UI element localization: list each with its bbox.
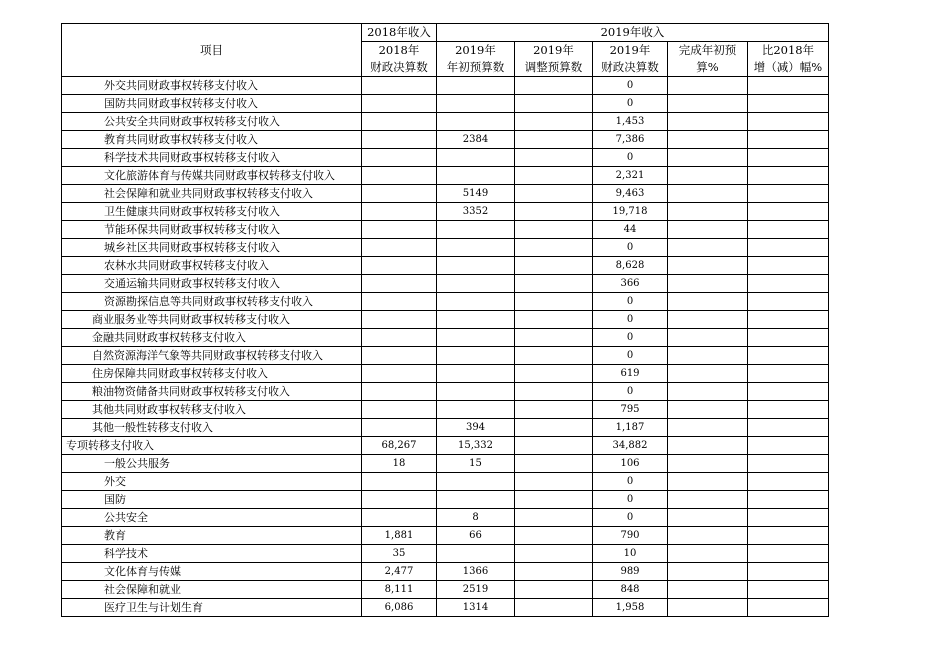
- value-2019-final[interactable]: 0: [593, 239, 668, 257]
- value-2019-final[interactable]: 790: [593, 527, 668, 545]
- value-2019-adjusted[interactable]: [515, 419, 593, 437]
- header-2019-initial: 2019年 年初预算数: [437, 42, 515, 77]
- value-2019-initial[interactable]: [437, 329, 515, 347]
- row-label[interactable]: 粮油物资储备共同财政事权转移支付收入: [62, 383, 362, 401]
- value-2019-adjusted[interactable]: [515, 149, 593, 167]
- header-item: 项目: [62, 24, 362, 77]
- value-change[interactable]: [748, 437, 829, 455]
- value-2019-initial[interactable]: 1366: [437, 563, 515, 581]
- table-row: [62, 113, 829, 131]
- value-2019-initial[interactable]: [437, 365, 515, 383]
- value-change[interactable]: [748, 473, 829, 491]
- value-2019-final[interactable]: 9,463: [593, 185, 668, 203]
- value-change[interactable]: [748, 365, 829, 383]
- value-2019-initial[interactable]: 3352: [437, 203, 515, 221]
- value-2019-initial[interactable]: 394: [437, 419, 515, 437]
- value-completion[interactable]: [668, 185, 748, 203]
- value-2019-final[interactable]: 19,718: [593, 203, 668, 221]
- value-2019-adjusted[interactable]: [515, 113, 593, 131]
- value-2019-adjusted[interactable]: [515, 563, 593, 581]
- value-change[interactable]: [748, 95, 829, 113]
- value-2018-final[interactable]: [362, 473, 437, 491]
- table-row: [62, 77, 829, 95]
- value-2019-initial[interactable]: 15,332: [437, 437, 515, 455]
- value-2019-initial[interactable]: 2519: [437, 581, 515, 599]
- value-2019-initial[interactable]: [437, 275, 515, 293]
- value-change[interactable]: [748, 527, 829, 545]
- value-2018-final[interactable]: [362, 239, 437, 257]
- value-2018-final[interactable]: [362, 509, 437, 527]
- value-2019-adjusted[interactable]: [515, 545, 593, 563]
- value-2019-final[interactable]: 0: [593, 293, 668, 311]
- value-2019-initial[interactable]: 1314: [437, 599, 515, 617]
- table-row: [62, 149, 829, 167]
- value-2019-initial[interactable]: 8: [437, 509, 515, 527]
- value-2019-final[interactable]: 0: [593, 491, 668, 509]
- value-2019-adjusted[interactable]: [515, 293, 593, 311]
- value-2019-final[interactable]: 10: [593, 545, 668, 563]
- value-2018-final[interactable]: [362, 149, 437, 167]
- value-2018-final[interactable]: [362, 293, 437, 311]
- value-completion[interactable]: [668, 167, 748, 185]
- value-2019-adjusted[interactable]: [515, 509, 593, 527]
- table-row: [62, 167, 829, 185]
- row-label[interactable]: 金融共同财政事权转移支付收入: [62, 329, 362, 347]
- value-2018-final[interactable]: [362, 311, 437, 329]
- value-completion[interactable]: [668, 473, 748, 491]
- row-label[interactable]: 国防: [62, 491, 362, 509]
- value-change[interactable]: [748, 599, 829, 617]
- value-2019-adjusted[interactable]: [515, 167, 593, 185]
- value-2019-adjusted[interactable]: [515, 473, 593, 491]
- value-2019-final[interactable]: 366: [593, 275, 668, 293]
- table-row: [62, 203, 829, 221]
- header-2019-final: 2019年 财政决算数: [593, 42, 668, 77]
- value-change[interactable]: [748, 329, 829, 347]
- value-completion[interactable]: [668, 239, 748, 257]
- value-completion[interactable]: [668, 257, 748, 275]
- value-completion[interactable]: [668, 293, 748, 311]
- value-2019-final[interactable]: 34,882: [593, 437, 668, 455]
- row-label[interactable]: 国防共同财政事权转移支付收入: [62, 95, 362, 113]
- table-row: [62, 131, 829, 149]
- table-row: [62, 473, 829, 491]
- row-label[interactable]: 科学技术共同财政事权转移支付收入: [62, 149, 362, 167]
- value-2018-final[interactable]: [362, 275, 437, 293]
- table-row: [62, 365, 829, 383]
- value-change[interactable]: [748, 275, 829, 293]
- value-completion[interactable]: [668, 509, 748, 527]
- table-row: [62, 455, 829, 473]
- value-2019-initial[interactable]: [437, 113, 515, 131]
- value-2018-final[interactable]: [362, 77, 437, 95]
- row-label[interactable]: 农林水共同财政事权转移支付收入: [62, 257, 362, 275]
- row-label[interactable]: 其他一般性转移支付收入: [62, 419, 362, 437]
- table-row: [62, 239, 829, 257]
- value-2019-adjusted[interactable]: [515, 203, 593, 221]
- table-row: [62, 293, 829, 311]
- table-row: [62, 437, 829, 455]
- value-change[interactable]: [748, 581, 829, 599]
- value-2019-adjusted[interactable]: [515, 275, 593, 293]
- table-row: [62, 527, 829, 545]
- value-2019-adjusted[interactable]: [515, 239, 593, 257]
- value-2018-final[interactable]: [362, 167, 437, 185]
- value-2019-final[interactable]: 0: [593, 311, 668, 329]
- value-2019-final[interactable]: 0: [593, 329, 668, 347]
- table-row: [62, 311, 829, 329]
- value-2018-final[interactable]: [362, 221, 437, 239]
- table-row: [62, 221, 829, 239]
- value-2019-final[interactable]: 1,453: [593, 113, 668, 131]
- value-2019-adjusted[interactable]: [515, 347, 593, 365]
- value-2019-final[interactable]: 0: [593, 77, 668, 95]
- value-completion[interactable]: [668, 221, 748, 239]
- row-label[interactable]: 外交: [62, 473, 362, 491]
- value-change[interactable]: [748, 419, 829, 437]
- value-completion[interactable]: [668, 365, 748, 383]
- value-2019-final[interactable]: 0: [593, 509, 668, 527]
- value-2019-initial[interactable]: 2384: [437, 131, 515, 149]
- value-2019-adjusted[interactable]: [515, 185, 593, 203]
- value-2019-final[interactable]: 619: [593, 365, 668, 383]
- value-2019-initial[interactable]: [437, 167, 515, 185]
- row-label[interactable]: 社会保障和就业共同财政事权转移支付收入: [62, 185, 362, 203]
- value-2018-final[interactable]: [362, 113, 437, 131]
- value-2019-initial[interactable]: [437, 311, 515, 329]
- table-row: [62, 257, 829, 275]
- value-change[interactable]: [748, 293, 829, 311]
- value-2019-final[interactable]: 848: [593, 581, 668, 599]
- value-completion[interactable]: [668, 275, 748, 293]
- value-completion[interactable]: [668, 329, 748, 347]
- value-2019-final[interactable]: 989: [593, 563, 668, 581]
- header-2019-adjusted: 2019年 调整预算数: [515, 42, 593, 77]
- value-completion[interactable]: [668, 563, 748, 581]
- row-label[interactable]: 其他共同财政事权转移支付收入: [62, 401, 362, 419]
- value-2019-final[interactable]: 1,187: [593, 419, 668, 437]
- value-completion[interactable]: [668, 347, 748, 365]
- value-2018-final[interactable]: [362, 131, 437, 149]
- row-label[interactable]: 公共安全: [62, 509, 362, 527]
- row-label[interactable]: 医疗卫生与计划生育: [62, 599, 362, 617]
- value-2019-final[interactable]: 1,958: [593, 599, 668, 617]
- value-2019-initial[interactable]: [437, 545, 515, 563]
- header-completion: 完成年初预 算%: [668, 42, 748, 77]
- row-label[interactable]: 专项转移支付收入: [62, 437, 362, 455]
- value-change[interactable]: [748, 185, 829, 203]
- table-row: [62, 545, 829, 563]
- value-change[interactable]: [748, 221, 829, 239]
- value-completion[interactable]: [668, 419, 748, 437]
- value-change[interactable]: [748, 113, 829, 131]
- value-2019-final[interactable]: 8,628: [593, 257, 668, 275]
- value-completion[interactable]: [668, 545, 748, 563]
- value-2018-final[interactable]: 2,477: [362, 563, 437, 581]
- row-label[interactable]: 节能环保共同财政事权转移支付收入: [62, 221, 362, 239]
- row-label[interactable]: 城乡社区共同财政事权转移支付收入: [62, 239, 362, 257]
- value-2018-final[interactable]: [362, 185, 437, 203]
- value-2019-adjusted[interactable]: [515, 329, 593, 347]
- value-completion[interactable]: [668, 401, 748, 419]
- value-2019-adjusted[interactable]: [515, 581, 593, 599]
- table-row: [62, 401, 829, 419]
- value-change[interactable]: [748, 545, 829, 563]
- value-2019-adjusted[interactable]: [515, 383, 593, 401]
- value-completion[interactable]: [668, 581, 748, 599]
- value-2019-final[interactable]: 0: [593, 95, 668, 113]
- value-2019-initial[interactable]: [437, 491, 515, 509]
- value-2018-final[interactable]: [362, 401, 437, 419]
- value-2018-final[interactable]: [362, 365, 437, 383]
- value-completion[interactable]: [668, 455, 748, 473]
- value-2018-final[interactable]: [362, 383, 437, 401]
- value-2019-initial[interactable]: [437, 221, 515, 239]
- value-change[interactable]: [748, 257, 829, 275]
- value-change[interactable]: [748, 149, 829, 167]
- value-completion[interactable]: [668, 437, 748, 455]
- value-2019-initial[interactable]: [437, 401, 515, 419]
- value-change[interactable]: [748, 77, 829, 95]
- table-row: [62, 275, 829, 293]
- table-row: [62, 329, 829, 347]
- value-change[interactable]: [748, 383, 829, 401]
- value-2019-final[interactable]: 106: [593, 455, 668, 473]
- value-completion[interactable]: [668, 149, 748, 167]
- value-2019-adjusted[interactable]: [515, 401, 593, 419]
- value-2019-initial[interactable]: [437, 95, 515, 113]
- value-completion[interactable]: [668, 113, 748, 131]
- value-2019-initial[interactable]: [437, 77, 515, 95]
- row-label[interactable]: 交通运输共同财政事权转移支付收入: [62, 275, 362, 293]
- value-change[interactable]: [748, 401, 829, 419]
- value-2018-final[interactable]: 18: [362, 455, 437, 473]
- row-label[interactable]: 文化体育与传媒: [62, 563, 362, 581]
- value-2019-initial[interactable]: [437, 149, 515, 167]
- value-change[interactable]: [748, 131, 829, 149]
- table-row: [62, 581, 829, 599]
- value-completion[interactable]: [668, 311, 748, 329]
- value-2019-adjusted[interactable]: [515, 491, 593, 509]
- row-label[interactable]: 自然资源海洋气象等共同财政事权转移支付收入: [62, 347, 362, 365]
- value-2018-final[interactable]: 8,111: [362, 581, 437, 599]
- value-2019-initial[interactable]: [437, 239, 515, 257]
- value-2019-initial[interactable]: [437, 473, 515, 491]
- value-change[interactable]: [748, 347, 829, 365]
- value-change[interactable]: [748, 455, 829, 473]
- header-group-2019: 2019年收入: [437, 24, 829, 42]
- value-2018-final[interactable]: 6,086: [362, 599, 437, 617]
- value-2018-final[interactable]: [362, 257, 437, 275]
- table-row: [62, 599, 829, 617]
- value-completion[interactable]: [668, 599, 748, 617]
- row-label[interactable]: 教育: [62, 527, 362, 545]
- value-2019-final[interactable]: 0: [593, 473, 668, 491]
- value-2018-final[interactable]: [362, 329, 437, 347]
- table-row: [62, 563, 829, 581]
- table-row: [62, 185, 829, 203]
- value-2018-final[interactable]: [362, 347, 437, 365]
- value-change[interactable]: [748, 239, 829, 257]
- value-2019-adjusted[interactable]: [515, 221, 593, 239]
- value-2019-final[interactable]: 7,386: [593, 131, 668, 149]
- value-2019-adjusted[interactable]: [515, 527, 593, 545]
- value-change[interactable]: [748, 491, 829, 509]
- value-completion[interactable]: [668, 491, 748, 509]
- table-row: [62, 347, 829, 365]
- table-row: [62, 419, 829, 437]
- value-2019-final[interactable]: 0: [593, 149, 668, 167]
- value-change[interactable]: [748, 509, 829, 527]
- value-completion[interactable]: [668, 77, 748, 95]
- value-2019-adjusted[interactable]: [515, 455, 593, 473]
- value-2019-initial[interactable]: [437, 257, 515, 275]
- value-2019-initial[interactable]: [437, 347, 515, 365]
- value-2019-adjusted[interactable]: [515, 257, 593, 275]
- table-row: [62, 509, 829, 527]
- value-completion[interactable]: [668, 131, 748, 149]
- value-completion[interactable]: [668, 383, 748, 401]
- header-2018-final: 2018年 财政决算数: [362, 42, 437, 77]
- row-label[interactable]: 社会保障和就业: [62, 581, 362, 599]
- value-2018-final[interactable]: 68,267: [362, 437, 437, 455]
- value-2018-final[interactable]: 35: [362, 545, 437, 563]
- value-2019-initial[interactable]: 5149: [437, 185, 515, 203]
- value-change[interactable]: [748, 167, 829, 185]
- value-2019-adjusted[interactable]: [515, 599, 593, 617]
- value-2018-final[interactable]: [362, 95, 437, 113]
- value-2019-adjusted[interactable]: [515, 311, 593, 329]
- value-change[interactable]: [748, 203, 829, 221]
- value-2019-initial[interactable]: [437, 293, 515, 311]
- row-label[interactable]: 商业服务业等共同财政事权转移支付收入: [62, 311, 362, 329]
- table-row: [62, 95, 829, 113]
- value-2019-final[interactable]: 44: [593, 221, 668, 239]
- value-change[interactable]: [748, 563, 829, 581]
- table-row: [62, 491, 829, 509]
- value-2019-final[interactable]: 795: [593, 401, 668, 419]
- value-change[interactable]: [748, 311, 829, 329]
- value-2019-initial[interactable]: 15: [437, 455, 515, 473]
- value-2019-final[interactable]: 0: [593, 347, 668, 365]
- value-2019-initial[interactable]: [437, 383, 515, 401]
- table-row: [62, 383, 829, 401]
- value-2019-adjusted[interactable]: [515, 131, 593, 149]
- row-label[interactable]: 文化旅游体育与传媒共同财政事权转移支付收入: [62, 167, 362, 185]
- row-label[interactable]: 卫生健康共同财政事权转移支付收入: [62, 203, 362, 221]
- row-label[interactable]: 资源勘探信息等共同财政事权转移支付收入: [62, 293, 362, 311]
- row-label[interactable]: 科学技术: [62, 545, 362, 563]
- header-change: 比2018年 增（减）幅%: [748, 42, 829, 77]
- value-2019-adjusted[interactable]: [515, 95, 593, 113]
- header-group-2018: 2018年收入: [362, 24, 437, 42]
- row-label[interactable]: 公共安全共同财政事权转移支付收入: [62, 113, 362, 131]
- value-2018-final[interactable]: 1,881: [362, 527, 437, 545]
- value-completion[interactable]: [668, 203, 748, 221]
- value-completion[interactable]: [668, 527, 748, 545]
- value-completion[interactable]: [668, 95, 748, 113]
- row-label[interactable]: 外交共同财政事权转移支付收入: [62, 77, 362, 95]
- row-label[interactable]: 一般公共服务: [62, 455, 362, 473]
- value-2018-final[interactable]: [362, 491, 437, 509]
- value-2018-final[interactable]: [362, 419, 437, 437]
- value-2019-adjusted[interactable]: [515, 437, 593, 455]
- value-2019-adjusted[interactable]: [515, 77, 593, 95]
- budget-table: [61, 23, 829, 617]
- value-2019-final[interactable]: 0: [593, 383, 668, 401]
- row-label[interactable]: 教育共同财政事权转移支付收入: [62, 131, 362, 149]
- value-2019-final[interactable]: 2,321: [593, 167, 668, 185]
- value-2019-initial[interactable]: 66: [437, 527, 515, 545]
- value-2019-adjusted[interactable]: [515, 365, 593, 383]
- row-label[interactable]: 住房保障共同财政事权转移支付收入: [62, 365, 362, 383]
- value-2018-final[interactable]: [362, 203, 437, 221]
